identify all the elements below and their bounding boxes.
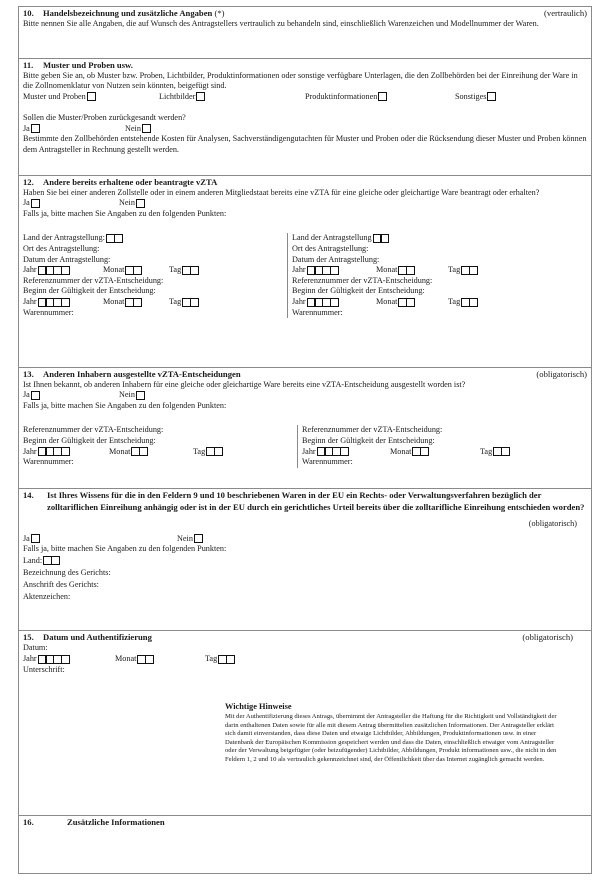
if-yes-text: Falls ja, bitte machen Sie Angaben zu den folgenden Punkten: xyxy=(23,544,227,554)
month-field[interactable] xyxy=(137,655,154,664)
important-notes-title: Wichtige Hinweise xyxy=(225,702,292,711)
checkbox-no[interactable] xyxy=(194,534,203,543)
section-15-header xyxy=(23,632,587,643)
reference-label: Referenznummer der vZTA-Entscheidung: xyxy=(23,425,164,435)
checkbox-yes[interactable] xyxy=(31,391,40,400)
section-12-header xyxy=(23,177,587,188)
validity-start-label: Beginn der Gültigkeit der Entscheidung: xyxy=(302,435,435,445)
month-label: Monat xyxy=(115,653,137,663)
year-label: Jahr xyxy=(302,446,316,456)
prior-vzta-left xyxy=(23,233,287,318)
land-code-field[interactable] xyxy=(106,234,123,243)
year-field[interactable] xyxy=(307,266,339,275)
mandatory-note: (obligatorisch) xyxy=(536,369,587,379)
section-number: 16. xyxy=(23,817,34,827)
validity-start-label: Beginn der Gültigkeit der Entscheidung: xyxy=(23,286,156,296)
section-title: Muster und Proben usw. xyxy=(43,60,133,70)
mandatory-note: (obligatorisch) xyxy=(522,632,573,642)
commodity-code-label: Warennummer: xyxy=(23,307,74,317)
section-11 xyxy=(19,59,591,176)
if-yes-text: Falls ja, bitte machen Sie Angaben zu den folgenden Punkten: xyxy=(23,400,227,410)
option-label: Sonstiges xyxy=(455,91,487,101)
section-10-text: Bitte nennen Sie alle Angaben, die auf Wunsch des Antragstellers vertraulich zu behandeln sind, einschließlich Warenzeichen und Modellnummer der Waren. xyxy=(23,18,539,28)
section-10 xyxy=(19,7,591,59)
day-label: Tag xyxy=(169,296,182,306)
mandatory-note: (obligatorisch) xyxy=(528,519,577,529)
option-label: Produktinformationen xyxy=(305,91,378,101)
month-field[interactable] xyxy=(125,266,142,275)
option-label: Muster und Proben xyxy=(23,91,86,101)
date-label: Datum: xyxy=(23,642,48,652)
section-11-text: Bitte geben Sie an, ob Muster bzw. Proben, Lichtbilder, Produktinformationen oder sonstige verfügbare Unterlagen, die den Zollbehörden bei der Einreihung der Ware in die Zollnomenklatur von Nutzen sein könnten, beigefügt sind. xyxy=(23,70,578,91)
datum-label: Datum der Antragstellung: xyxy=(292,254,380,264)
no-label: Nein xyxy=(119,390,135,400)
day-label: Tag xyxy=(205,653,218,663)
month-field[interactable] xyxy=(412,447,429,456)
checkbox-lichtbilder[interactable] xyxy=(196,92,205,101)
month-label: Monat xyxy=(376,265,398,275)
checkbox-yes[interactable] xyxy=(31,124,40,133)
no-label: Nein xyxy=(125,123,141,133)
month-label: Monat xyxy=(103,296,125,306)
attachment-options xyxy=(23,92,587,103)
month-label: Monat xyxy=(109,446,131,456)
other-holders-left xyxy=(23,425,297,467)
if-yes-text: Falls ja, bitte machen Sie Angaben zu den folgenden Punkten: xyxy=(23,208,227,218)
checkbox-muster-proben[interactable] xyxy=(87,92,96,101)
month-label: Monat xyxy=(103,265,125,275)
day-field[interactable] xyxy=(461,298,478,307)
ort-label: Ort des Antragstellung: xyxy=(292,243,369,253)
day-field[interactable] xyxy=(182,298,199,307)
land-label: Land der Antragstellung: xyxy=(23,233,105,243)
commodity-code-label: Warennummer: xyxy=(23,457,74,467)
commodity-code-label: Warennummer: xyxy=(292,307,343,317)
court-name-label: Bezeichnung des Gerichts: xyxy=(23,567,111,577)
reference-label: Referenznummer der vZTA-Entscheidung: xyxy=(23,275,164,285)
day-field[interactable] xyxy=(218,655,235,664)
year-label: Jahr xyxy=(23,446,37,456)
year-field[interactable] xyxy=(307,298,339,307)
yes-label: Ja xyxy=(23,198,30,208)
section-title: Datum und Authentifizierung xyxy=(43,632,152,642)
section-11-header xyxy=(23,60,587,71)
section-13 xyxy=(19,368,591,489)
year-label: Jahr xyxy=(292,296,306,306)
ort-label: Ort des Antragstellung: xyxy=(23,243,100,253)
year-label: Jahr xyxy=(23,265,37,275)
section-13-header xyxy=(23,369,587,380)
cost-note: Bestimmte den Zollbehörden entstehende Kosten für Analysen, Sachverständigengutachten für Muster und Proben oder die Rücksendung dieser Muster und Proben können dem Antragsteller in Rechnung gestellt werden. xyxy=(23,134,587,154)
section-title: Handelsbezeichnung und zusätzliche Angaben xyxy=(43,8,213,18)
month-field[interactable] xyxy=(125,298,142,307)
month-label: Monat xyxy=(376,296,398,306)
important-notes xyxy=(225,701,561,765)
additional-info-field[interactable] xyxy=(23,828,587,868)
validity-start-label: Beginn der Gültigkeit der Entscheidung: xyxy=(292,286,425,296)
prior-vzta-right xyxy=(287,233,587,318)
checkbox-produktinformationen[interactable] xyxy=(378,92,387,101)
section-14-header xyxy=(23,490,587,513)
day-label: Tag xyxy=(193,446,206,456)
section-number: 13. xyxy=(23,369,34,379)
day-field[interactable] xyxy=(493,447,510,456)
section-number: 10. xyxy=(23,8,34,18)
checkbox-sonstiges[interactable] xyxy=(487,92,496,101)
other-holders-right xyxy=(297,425,587,467)
section-title: Zusätzliche Informationen xyxy=(67,817,165,827)
yes-label: Ja xyxy=(23,390,30,400)
year-label: Jahr xyxy=(292,265,306,275)
important-notes-text: Mit der Authentifizierung dieses Antrags, übernimmt der Antragsteller die Haftung für die Richtigkeit und Vollständigkeit der darin enthaltenen Daten sowie für alle mit diesem Antrag übermittelten zusätzlichen Informationen. Der Antragsteller erklärt sich damit einverstanden, dass diese Daten und etwaige Lichtbilder, Abbildungen, Produktinformationen usw. in einer Datenbank der Europäischen Kommission gespeichert werden und dass die Daten, einschließlich etwaiger vom Antragsteller oder der Verwaltung beigefügter (oder beizufügender) Lichtbilder, Abbildungen, Produkt informationen usw., die nicht in den Feldern 1, 2 und 10 als vertraulich gekennzeichnet sind, der Öffentlichkeit über das Internet zugänglich gemacht werden. xyxy=(225,713,557,763)
return-question: Sollen die Muster/Proben zurückgesandt werden? xyxy=(23,112,186,122)
checkbox-no[interactable] xyxy=(142,124,151,133)
section-title: Anderen Inhabern ausgestellte vZTA-Entscheidungen xyxy=(43,369,241,379)
yes-no-row xyxy=(23,390,587,401)
day-field[interactable] xyxy=(461,266,478,275)
court-address-label: Anschrift des Gerichts: xyxy=(23,579,99,589)
month-label: Monat xyxy=(390,446,412,456)
section-title: Andere bereits erhaltene oder beantragte vZTA xyxy=(43,177,218,187)
section-10-header xyxy=(23,8,587,19)
land-code-field[interactable] xyxy=(43,556,60,565)
day-field[interactable] xyxy=(206,447,223,456)
land-label: Land: xyxy=(23,555,43,565)
checkbox-no[interactable] xyxy=(136,391,145,400)
signature-label: Unterschrift: xyxy=(23,665,65,675)
day-field[interactable] xyxy=(182,266,199,275)
commodity-code-label: Warennummer: xyxy=(302,457,353,467)
file-reference-label: Aktenzeichen: xyxy=(23,591,71,601)
yes-label: Ja xyxy=(23,123,30,133)
section-number: 14. xyxy=(23,490,34,500)
form-frame xyxy=(18,6,592,874)
validity-start-label: Beginn der Gültigkeit der Entscheidung: xyxy=(23,435,156,445)
yes-no-row xyxy=(23,534,587,545)
checkbox-yes[interactable] xyxy=(31,534,40,543)
section-14 xyxy=(19,489,591,631)
land-label: Land der Antragstellung xyxy=(292,233,372,243)
month-field[interactable] xyxy=(131,447,148,456)
checkbox-no[interactable] xyxy=(136,199,145,208)
month-field[interactable] xyxy=(398,298,415,307)
land-code-field[interactable] xyxy=(373,234,390,243)
datum-label: Datum der Antragstellung: xyxy=(23,254,111,264)
option-label: Lichtbilder xyxy=(159,91,196,101)
section-title: Ist Ihres Wissens für die in den Feldern 9 und 10 beschriebenen Waren in der EU ein Rechts- oder Verwaltungsverfahren bezüglich der zolltariflichen Einreihung anhängig oder ist in der EU durch ein gerichtliches Urteil bereits über die zolltarifliche Einreihung entschieden worden? xyxy=(47,490,585,512)
yes-no-row xyxy=(23,124,587,135)
section-number: 11. xyxy=(23,60,34,70)
month-field[interactable] xyxy=(398,266,415,275)
no-label: Nein xyxy=(177,533,193,543)
confidential-note: (vertraulich) xyxy=(544,8,587,18)
section-16-header xyxy=(23,817,587,828)
year-label: Jahr xyxy=(23,653,37,663)
section-16 xyxy=(19,816,591,874)
section-15 xyxy=(19,631,591,816)
year-field[interactable] xyxy=(38,447,70,456)
day-label: Tag xyxy=(480,446,493,456)
reference-label: Referenznummer der vZTA-Entscheidung: xyxy=(292,275,433,285)
section-number: 15. xyxy=(23,632,34,642)
section-12 xyxy=(19,176,591,368)
other-holders-columns xyxy=(23,425,587,467)
asterisk-note: (*) xyxy=(214,8,225,18)
year-field[interactable] xyxy=(317,447,349,456)
reference-label: Referenznummer der vZTA-Entscheidung: xyxy=(302,425,443,435)
year-field[interactable] xyxy=(38,655,70,664)
no-label: Nein xyxy=(119,198,135,208)
year-field[interactable] xyxy=(38,298,70,307)
yes-no-row xyxy=(23,198,587,209)
day-label: Tag xyxy=(448,265,461,275)
day-label: Tag xyxy=(169,265,182,275)
section-12-question: Haben Sie bei einer anderen Zollstelle oder in einem anderen Mitgliedstaat bereits eine vZTA für eine gleiche oder gleichartige Ware beantragt oder erhalten? xyxy=(23,187,540,197)
year-field[interactable] xyxy=(38,266,70,275)
day-label: Tag xyxy=(448,296,461,306)
year-label: Jahr xyxy=(23,296,37,306)
yes-label: Ja xyxy=(23,533,30,543)
section-number: 12. xyxy=(23,177,34,187)
section-13-question: Ist Ihnen bekannt, ob anderen Inhabern für eine gleiche oder gleichartige Ware bereits eine vZTA-Entscheidung ausgestellt worden ist? xyxy=(23,379,466,389)
checkbox-yes[interactable] xyxy=(31,199,40,208)
prior-vzta-columns xyxy=(23,233,587,318)
